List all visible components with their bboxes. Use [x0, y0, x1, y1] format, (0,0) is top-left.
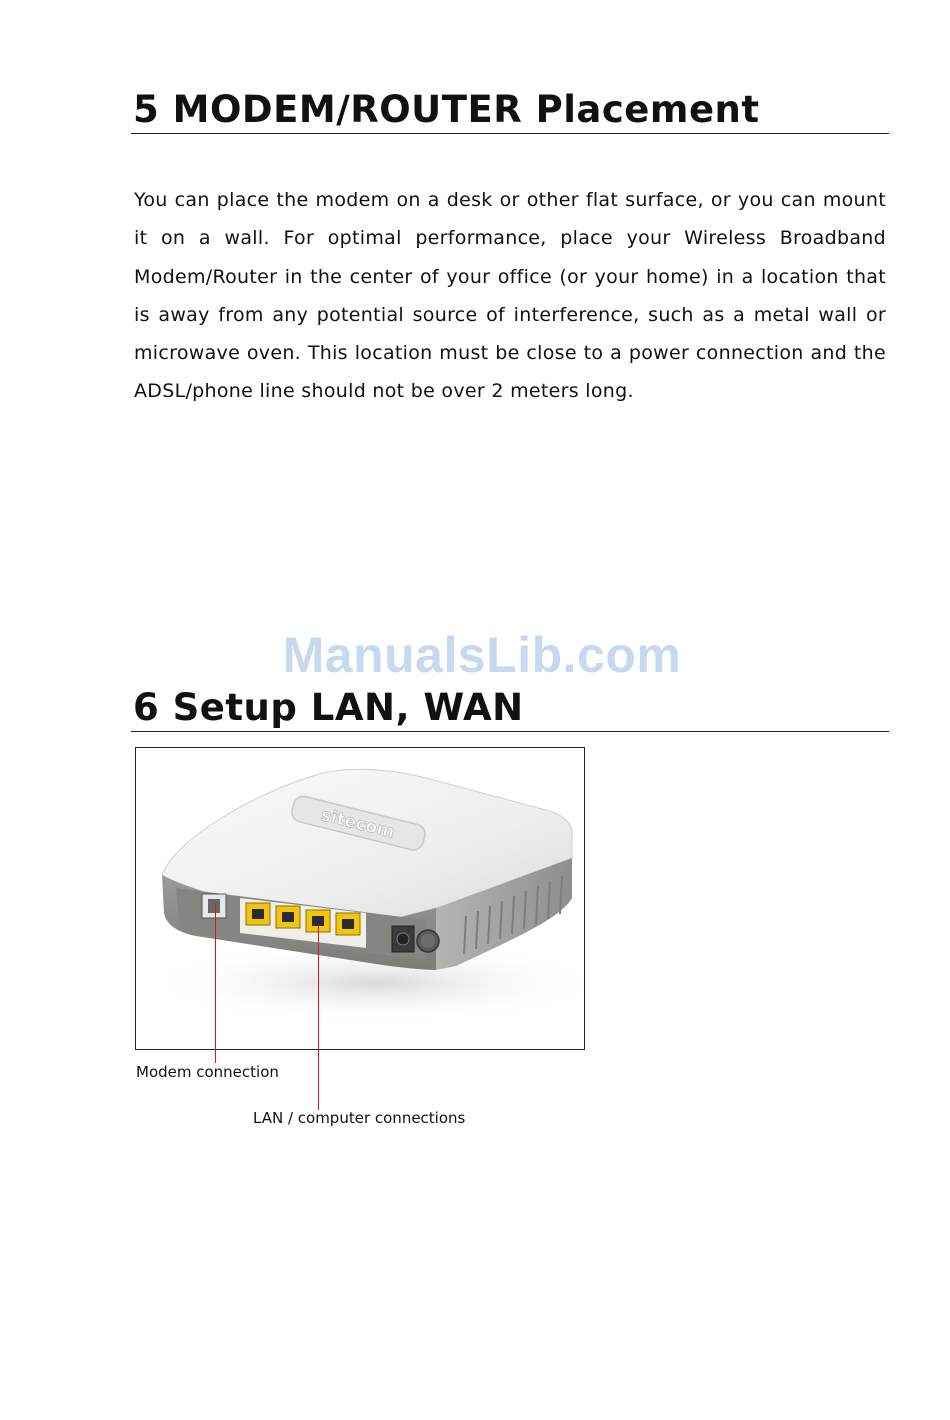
lan-connections-caption: LAN / computer connections — [253, 1109, 466, 1127]
adsl-port — [202, 894, 226, 918]
modem-connection-caption: Modem connection — [136, 1063, 279, 1081]
section-5-paragraph: You can place the modem on a desk or other flat surface, or you can mount it on a wall. For optimal performance, place your Wireless Broadband Modem/Router in the center of your office (or your home) in a location that is away from any potential source of interference, such as a metal wall or microwave oven. This location must be close to a power connection and the ADSL/phone line should not be over 2 meters long. — [134, 189, 886, 403]
router-photo — [135, 747, 585, 1050]
svg-text:sitecom: sitecom — [318, 805, 397, 843]
section-6-divider — [131, 731, 889, 732]
section-6-heading: 6 Setup LAN, WAN — [133, 686, 524, 729]
power-button — [417, 930, 439, 952]
watermark: ManualsLib.com — [282, 627, 682, 683]
modem-callout-line — [215, 903, 216, 1063]
lan-callout-line — [318, 925, 319, 1110]
section-5-heading: 5 MODEM/ROUTER Placement — [133, 88, 760, 131]
section-5-divider — [131, 133, 889, 134]
power-jack — [392, 926, 414, 952]
